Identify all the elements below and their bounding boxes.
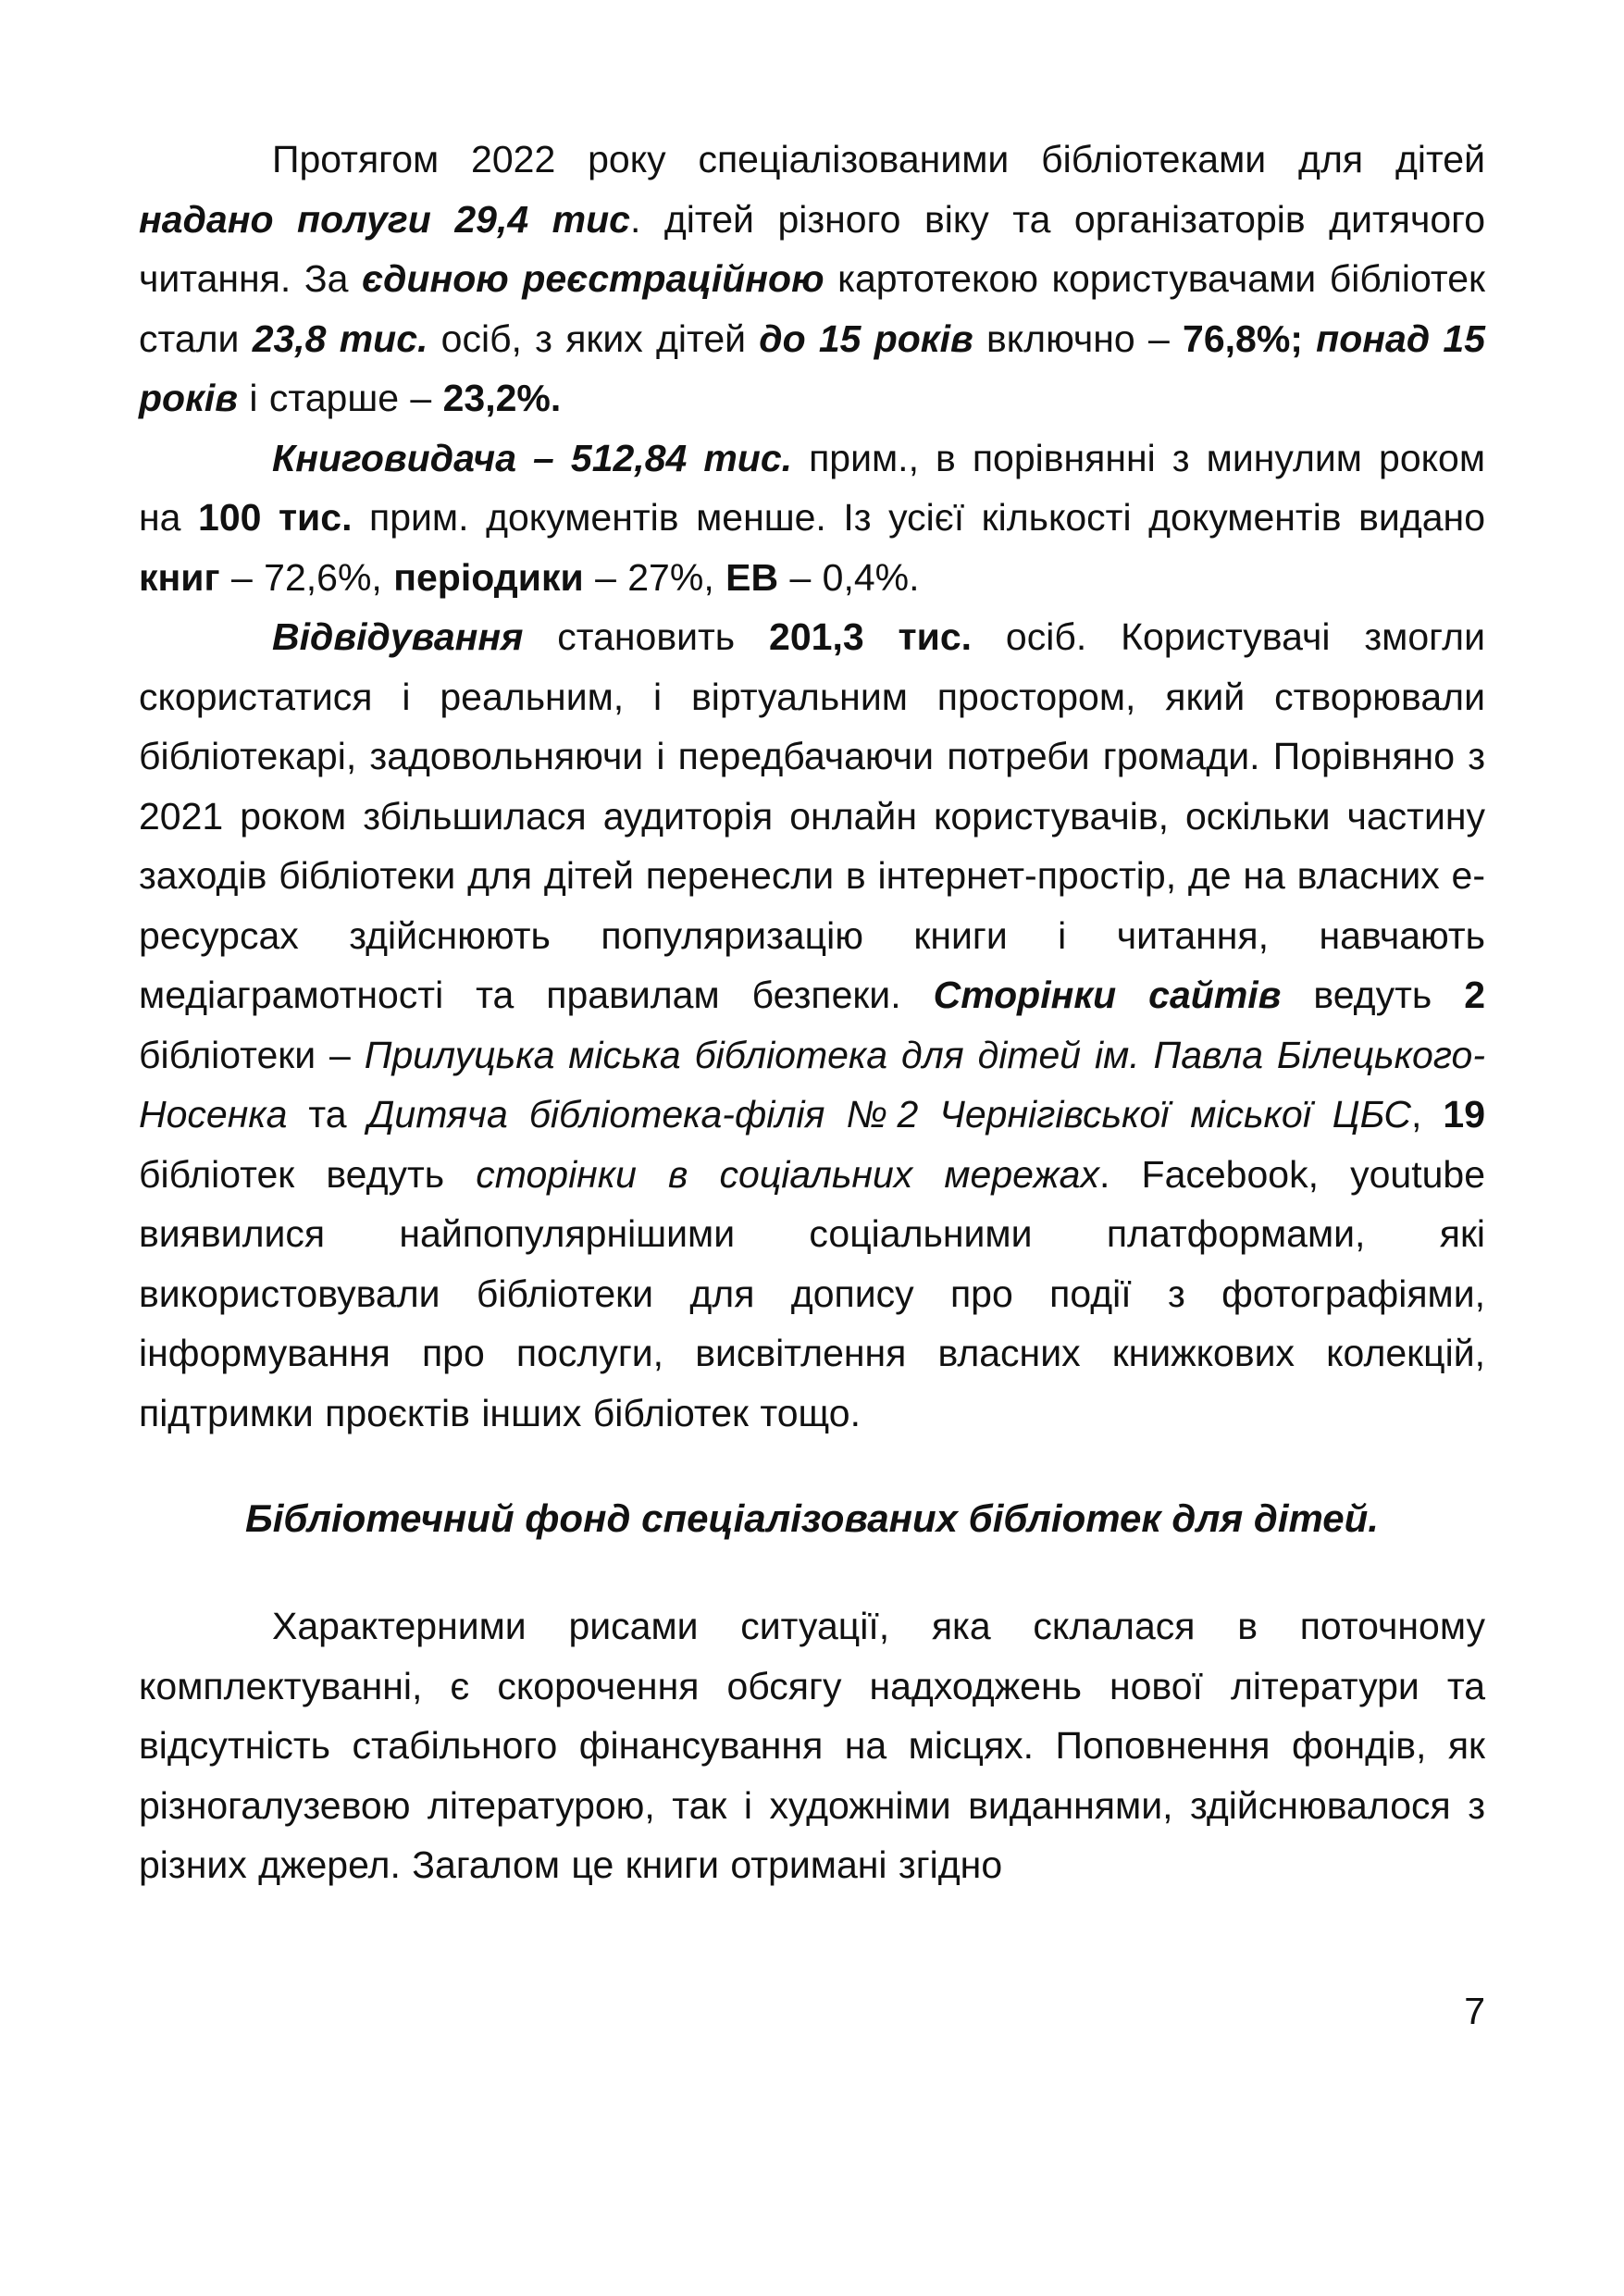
paragraph: [139, 130, 1485, 428]
emphasized-text: 201,3 тис.: [769, 615, 973, 658]
emphasized-text: Дитяча бібліотека-філія №2 Чернігівської міської ЦБС: [367, 1093, 1412, 1136]
text-run: прим. документів менше. Із усієї кількості документів видано: [352, 496, 1485, 539]
body-text-bottom: [139, 1596, 1485, 1895]
text-run: ,: [1411, 1093, 1444, 1136]
paragraph: [139, 1596, 1485, 1895]
text-run: – 27%,: [583, 555, 726, 599]
page-number: 7: [1464, 1990, 1485, 2032]
emphasized-text: понад 15 років: [139, 316, 1486, 419]
emphasized-text: до 15 років: [759, 316, 973, 360]
section-heading: Бібліотечний фонд спеціалізованих бібліотек для дітей.: [245, 1496, 1379, 1540]
emphasized-text: 23,8 тис.: [252, 316, 428, 360]
emphasized-text: періодики: [393, 555, 584, 599]
paragraph: [139, 428, 1485, 608]
text-run: осіб. Користувачі змогли скористатися і реальним, і віртуальним простором, який створювали бібліотекарі, задовольняючи і передбачаючи потреби громади. Порівняно з 2021 роком збільшилася аудиторія онлайн користувачів, оскільки частину заходів бібліотеки для дітей перенесли в інтернет-простір, де на власних е-ресурсах здійснюють популяризацію книги і читання, навчають медіаграмотності та правилам безпеки.: [139, 615, 1486, 1016]
emphasized-text: 23,2%.: [442, 377, 562, 419]
text-run: та: [287, 1093, 368, 1136]
text-run: . Facebook, youtube виявилися найпопулярнішими соціальними платформами, які використовували бібліотеки для допису про події з фотографіями, інформування про послуги, висвітлення власних книжкових колекцій, підтримки проєктів інших бібліотек тощо.: [139, 1152, 1485, 1434]
text-run: прим., в порівнянні з минулим роком на: [139, 436, 1486, 539]
text-run: і старше –: [238, 377, 443, 419]
text-run: [1303, 317, 1316, 360]
body-text-top: [139, 130, 1485, 1443]
text-run: . дітей різного віку та організаторів дитячого читання. За: [139, 197, 1485, 300]
text-run: ведуть: [1281, 974, 1465, 1016]
emphasized-text: єдиною реєстраційною: [362, 257, 824, 300]
emphasized-text: 100 тис.: [198, 496, 353, 539]
text-run: бібліотек ведуть: [139, 1152, 477, 1196]
text-run: Характерними рисами ситуації, яка склалася в поточному комплектуванні, є скорочення обсягу надходжень нової літератури та відсутність стабільного фінансування на місцях. Поповнення фондів, як різногалузевою літературою, так і художніми виданнями, здійснювалося з різних джерел. Загалом це книги отримані згідно: [139, 1605, 1485, 1886]
emphasized-text: книг: [139, 555, 220, 599]
text-run: – 0,4%.: [778, 555, 920, 599]
page-content: [139, 130, 1485, 1895]
emphasized-text: сторінки в соціальних мережах: [476, 1152, 1099, 1196]
text-run: осіб, з яких дітей: [428, 316, 760, 360]
emphasized-text: ЕВ: [725, 555, 779, 599]
text-run: бібліотеки –: [139, 1033, 365, 1076]
text-run: картотекою користувачами бібліотек стали: [139, 257, 1485, 360]
emphasized-text: Сторінки сайтів: [933, 974, 1282, 1016]
text-run: становить: [523, 615, 770, 658]
text-run: – 72,6%,: [219, 555, 394, 599]
paragraph: [139, 607, 1485, 1443]
emphasized-text: 2: [1464, 974, 1485, 1016]
emphasized-text: 76,8%;: [1183, 316, 1303, 360]
emphasized-text: Прилуцька міська бібліотека для дітей ім. Павла Білецького-Носенка: [139, 1033, 1485, 1136]
emphasized-text: Відвідування: [272, 615, 524, 658]
emphasized-text: Книговидача – 512,84 тис.: [272, 436, 793, 479]
text-run: включно –: [973, 316, 1184, 360]
emphasized-text: 19: [1443, 1093, 1486, 1136]
text-run: Протягом 2022 року спеціалізованими бібліотеками для дітей: [272, 138, 1485, 180]
emphasized-text: надано полуги 29,4 тис: [139, 197, 630, 241]
